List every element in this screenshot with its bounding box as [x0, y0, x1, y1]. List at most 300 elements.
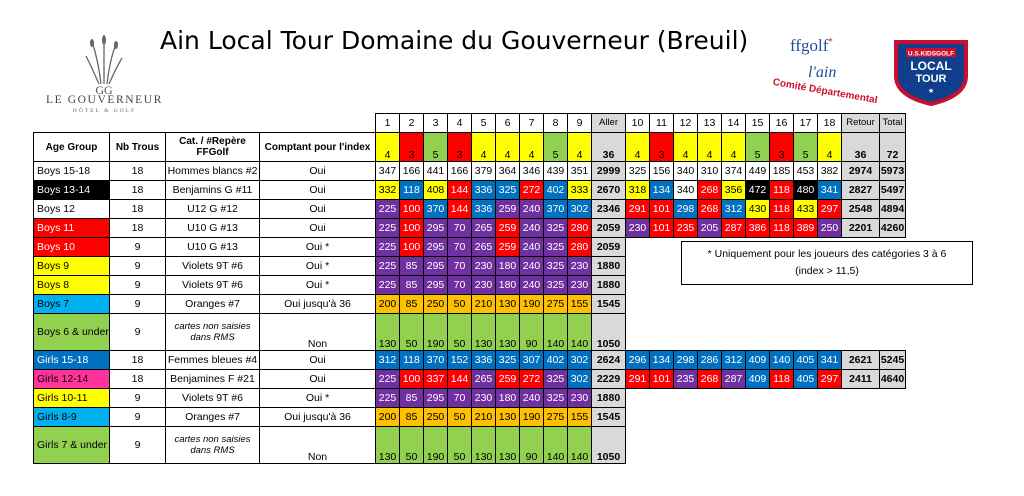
- yardage-cell: 130: [496, 408, 520, 427]
- total-cell: 5497: [880, 181, 906, 200]
- aller-cell: 2059: [592, 219, 626, 238]
- yardage-cell: 156: [650, 162, 674, 181]
- comptant-cell: Oui jusqu'à 36: [260, 408, 376, 427]
- yardage-cell: 298: [674, 200, 698, 219]
- hole-number: 4: [448, 114, 472, 133]
- yardage-cell: 100: [400, 238, 424, 257]
- scorecard-table: [33, 113, 906, 464]
- yardage-cell: 225: [376, 200, 400, 219]
- yardage-cell: 325: [496, 181, 520, 200]
- yardage-cell: 449: [746, 162, 770, 181]
- total-cell: 5245: [880, 351, 906, 370]
- yardage-cell: 298: [674, 351, 698, 370]
- comite-text: Comité Départemental: [771, 76, 879, 107]
- yardage-cell: 155: [568, 295, 592, 314]
- yardage-cell: 336: [472, 181, 496, 200]
- yardage-cell: 340: [674, 181, 698, 200]
- local-tour-logo: [886, 36, 976, 106]
- cat-header: Cat. / #Repère FFGolf: [166, 133, 260, 162]
- total-cell: 4894: [880, 200, 906, 219]
- yardage-cell: 140: [544, 427, 568, 464]
- comptant-cell: Oui *: [260, 276, 376, 295]
- yardage-cell: 259: [496, 219, 520, 238]
- yardage-cell: 235: [674, 219, 698, 238]
- cat-cell: Hommes blancs #2: [166, 162, 260, 181]
- comptant-cell: Oui: [260, 181, 376, 200]
- par-retour: 36: [842, 133, 880, 162]
- nb-trous-cell: 18: [110, 200, 166, 219]
- yardage-cell: 130: [376, 427, 400, 464]
- local-tour-shield-icon: [886, 36, 976, 106]
- yardage-cell: 70: [448, 257, 472, 276]
- yardage-cell: 275: [544, 295, 568, 314]
- yardage-cell: 166: [400, 162, 424, 181]
- hole-number: 3: [424, 114, 448, 133]
- yardage-cell: 307: [520, 351, 544, 370]
- yardage-cell: 265: [472, 370, 496, 389]
- yardage-cell: 430: [746, 200, 770, 219]
- yardage-cell: 190: [424, 314, 448, 351]
- par-cell: 5: [794, 133, 818, 162]
- yardage-cell: 409: [746, 370, 770, 389]
- yardage-cell: 295: [424, 219, 448, 238]
- yardage-cell: 265: [472, 238, 496, 257]
- nb-trous-cell: 9: [110, 257, 166, 276]
- yardage-cell: 312: [722, 351, 746, 370]
- yardage-cell: 118: [400, 181, 424, 200]
- yardage-cell: 140: [770, 351, 794, 370]
- yardage-cell: 85: [400, 276, 424, 295]
- nb-trous-cell: 18: [110, 370, 166, 389]
- yardage-cell: 225: [376, 238, 400, 257]
- yardage-cell: 230: [472, 389, 496, 408]
- note-line2: (index > 11,5): [795, 265, 859, 277]
- yardage-cell: 100: [400, 219, 424, 238]
- hole-number: 2: [400, 114, 424, 133]
- par-aller: 36: [592, 133, 626, 162]
- yardage-cell: 155: [568, 408, 592, 427]
- yardage-cell: 144: [448, 370, 472, 389]
- par-cell: 4: [472, 133, 496, 162]
- nb-trous-cell: 9: [110, 238, 166, 257]
- yardage-cell: 374: [722, 162, 746, 181]
- par-cell: 4: [520, 133, 544, 162]
- yardage-cell: 50: [400, 427, 424, 464]
- yardage-cell: 472: [746, 181, 770, 200]
- hole-number: 17: [794, 114, 818, 133]
- comptant-cell: Non: [260, 314, 376, 351]
- yardage-cell: 235: [674, 370, 698, 389]
- yardage-cell: 240: [520, 200, 544, 219]
- aller-cell: 1050: [592, 427, 626, 464]
- yardage-cell: 140: [568, 314, 592, 351]
- aller-cell: 1880: [592, 276, 626, 295]
- nb-trous-cell: 9: [110, 295, 166, 314]
- yardage-cell: 351: [568, 162, 592, 181]
- yardage-cell: 336: [472, 200, 496, 219]
- age-group-cell: Girls 15-18: [34, 351, 110, 370]
- yardage-cell: 297: [818, 370, 842, 389]
- yardage-cell: 205: [698, 219, 722, 238]
- yardage-cell: 325: [544, 257, 568, 276]
- nb-trous-cell: 9: [110, 314, 166, 351]
- yardage-cell: 405: [794, 351, 818, 370]
- cat-cell: Violets 9T #6: [166, 257, 260, 276]
- yardage-cell: 333: [568, 181, 592, 200]
- yardage-cell: 90: [520, 427, 544, 464]
- hole-number: 18: [818, 114, 842, 133]
- hole-number: 12: [674, 114, 698, 133]
- yardage-cell: 240: [520, 238, 544, 257]
- par-cell: 4: [722, 133, 746, 162]
- hole-number: 1: [376, 114, 400, 133]
- age-group-cell: Boys 10: [34, 238, 110, 257]
- par-cell: 4: [674, 133, 698, 162]
- yardage-cell: 210: [472, 295, 496, 314]
- aller-cell: 1880: [592, 257, 626, 276]
- yardage-cell: 272: [520, 370, 544, 389]
- total-header: Total: [880, 114, 906, 133]
- yardage-cell: 280: [568, 238, 592, 257]
- hole-number: 9: [568, 114, 592, 133]
- yardage-cell: 240: [520, 276, 544, 295]
- yardage-cell: 370: [424, 351, 448, 370]
- yardage-cell: 190: [520, 295, 544, 314]
- aller-cell: 1545: [592, 408, 626, 427]
- yardage-cell: 296: [626, 351, 650, 370]
- yardage-cell: 347: [376, 162, 400, 181]
- comptant-header: Comptant pour l'index: [260, 133, 376, 162]
- yardage-cell: 291: [626, 370, 650, 389]
- yardage-cell: 389: [794, 219, 818, 238]
- yardage-cell: 287: [722, 370, 746, 389]
- table-row: [34, 295, 906, 314]
- yardage-cell: 325: [544, 238, 568, 257]
- yardage-cell: 405: [794, 370, 818, 389]
- yardage-cell: 230: [472, 257, 496, 276]
- hole-number: 8: [544, 114, 568, 133]
- gouverneur-name: LE GOUVERNEUR: [46, 94, 163, 106]
- local-tour-line3: TOUR: [915, 73, 947, 85]
- comptant-cell: Oui: [260, 162, 376, 181]
- aller-cell: 1545: [592, 295, 626, 314]
- age-group-cell: Girls 10-11: [34, 389, 110, 408]
- blank-cell: [626, 314, 906, 351]
- blank-cell: [626, 427, 906, 464]
- retour-cell: 2621: [842, 351, 880, 370]
- yardage-cell: 225: [376, 389, 400, 408]
- nb-trous-cell: 18: [110, 162, 166, 181]
- yardage-cell: 332: [376, 181, 400, 200]
- hole-number: 16: [770, 114, 794, 133]
- cat-cell: Benjamins G #11: [166, 181, 260, 200]
- par-total: 72: [880, 133, 906, 162]
- hole-number: 14: [722, 114, 746, 133]
- par-cell: 5: [424, 133, 448, 162]
- yardage-cell: 130: [472, 427, 496, 464]
- yardage-cell: 250: [818, 219, 842, 238]
- yardage-cell: 439: [544, 162, 568, 181]
- age-group-cell: Boys 11: [34, 219, 110, 238]
- aller-cell: 1050: [592, 314, 626, 351]
- yardage-cell: 291: [626, 200, 650, 219]
- yardage-cell: 325: [496, 351, 520, 370]
- nb-trous-header: Nb Trous: [110, 133, 166, 162]
- age-group-cell: Boys 12: [34, 200, 110, 219]
- yardage-cell: 190: [424, 427, 448, 464]
- yardage-cell: 287: [722, 219, 746, 238]
- nb-trous-cell: 18: [110, 181, 166, 200]
- age-group-cell: Boys 13-14: [34, 181, 110, 200]
- par-cell: 3: [650, 133, 674, 162]
- yardage-cell: 433: [794, 200, 818, 219]
- total-cell: 4640: [880, 370, 906, 389]
- yardage-cell: 382: [818, 162, 842, 181]
- yardage-cell: 325: [544, 389, 568, 408]
- yardage-cell: 90: [520, 314, 544, 351]
- blank-cell: [626, 389, 906, 408]
- yardage-cell: 370: [424, 200, 448, 219]
- yardage-cell: 408: [424, 181, 448, 200]
- aller-cell: 2670: [592, 181, 626, 200]
- retour-header: Retour: [842, 114, 880, 133]
- par-cell: 4: [818, 133, 842, 162]
- yardage-cell: 134: [650, 181, 674, 200]
- age-group-cell: Girls 8-9: [34, 408, 110, 427]
- blank-cell: [626, 295, 906, 314]
- yardage-cell: 70: [448, 276, 472, 295]
- nb-trous-cell: 9: [110, 427, 166, 464]
- table-row: [34, 389, 906, 408]
- cat-cell: cartes non saisies dans RMS: [166, 314, 260, 351]
- yardage-cell: 310: [698, 162, 722, 181]
- comptant-cell: Oui *: [260, 389, 376, 408]
- yardage-cell: 364: [496, 162, 520, 181]
- yardage-cell: 480: [794, 181, 818, 200]
- yardage-cell: 225: [376, 219, 400, 238]
- yardage-cell: 130: [472, 314, 496, 351]
- par-cell: 3: [400, 133, 424, 162]
- yardage-cell: 280: [568, 219, 592, 238]
- nb-trous-cell: 9: [110, 408, 166, 427]
- yardage-cell: 318: [626, 181, 650, 200]
- hole-number: 7: [520, 114, 544, 133]
- yardage-cell: 130: [496, 295, 520, 314]
- age-group-cell: Boys 8: [34, 276, 110, 295]
- age-group-header: Age Group: [34, 133, 110, 162]
- nb-trous-cell: 9: [110, 389, 166, 408]
- age-group-cell: Boys 9: [34, 257, 110, 276]
- comptant-cell: Non: [260, 427, 376, 464]
- yardage-cell: 225: [376, 257, 400, 276]
- hole-number: 5: [472, 114, 496, 133]
- yardage-cell: 100: [400, 200, 424, 219]
- gouverneur-sub: HÔTEL & GOLF: [72, 108, 137, 114]
- comptant-cell: Oui: [260, 219, 376, 238]
- table-row: [34, 408, 906, 427]
- nb-trous-cell: 18: [110, 351, 166, 370]
- ffgolf-text: ffgolf: [790, 36, 829, 55]
- yardage-cell: 101: [650, 200, 674, 219]
- par-cell: 4: [496, 133, 520, 162]
- table-row: [34, 181, 906, 200]
- par-cell: 4: [626, 133, 650, 162]
- yardage-cell: 185: [770, 162, 794, 181]
- yardage-cell: 295: [424, 276, 448, 295]
- yardage-cell: 250: [424, 295, 448, 314]
- yardage-cell: 166: [448, 162, 472, 181]
- table-row: [34, 200, 906, 219]
- yardage-cell: 341: [818, 351, 842, 370]
- yardage-cell: 85: [400, 257, 424, 276]
- table-row: [34, 370, 906, 389]
- nb-trous-cell: 18: [110, 219, 166, 238]
- retour-cell: 2827: [842, 181, 880, 200]
- aller-header: Aller: [592, 114, 626, 133]
- yardage-cell: 265: [472, 219, 496, 238]
- nb-trous-cell: 9: [110, 276, 166, 295]
- age-group-cell: Boys 6 & under: [34, 314, 110, 351]
- par-cell: 3: [448, 133, 472, 162]
- total-cell: 5973: [880, 162, 906, 181]
- yardage-cell: 180: [496, 276, 520, 295]
- yardage-cell: 130: [496, 314, 520, 351]
- yardage-cell: 346: [520, 162, 544, 181]
- ain-text: l'ain: [808, 64, 837, 81]
- yardage-cell: 259: [496, 238, 520, 257]
- cat-cell: U10 G #13: [166, 219, 260, 238]
- yardage-cell: 70: [448, 389, 472, 408]
- yardage-cell: 325: [544, 276, 568, 295]
- ffgolf-logo: ffgolf* l'ain Comité Départemental: [771, 36, 879, 107]
- yardage-cell: 240: [520, 257, 544, 276]
- hole-number: 6: [496, 114, 520, 133]
- table-row: [34, 314, 906, 351]
- yardage-cell: 118: [770, 181, 794, 200]
- cat-cell: Violets 9T #6: [166, 389, 260, 408]
- par-cell: 4: [568, 133, 592, 162]
- par-cell: 5: [746, 133, 770, 162]
- age-group-cell: Boys 15-18: [34, 162, 110, 181]
- hole-number: 10: [626, 114, 650, 133]
- yardage-cell: 225: [376, 370, 400, 389]
- yardage-cell: 140: [544, 314, 568, 351]
- yardage-cell: 70: [448, 238, 472, 257]
- yardage-cell: 312: [376, 351, 400, 370]
- yardage-cell: 85: [400, 408, 424, 427]
- yardage-cell: 130: [376, 314, 400, 351]
- age-group-cell: Girls 12-14: [34, 370, 110, 389]
- cat-cell: Oranges #7: [166, 295, 260, 314]
- total-cell: 4260: [880, 219, 906, 238]
- yardage-cell: 118: [770, 370, 794, 389]
- yardage-cell: 302: [568, 200, 592, 219]
- yardage-cell: 118: [770, 200, 794, 219]
- yardage-cell: 325: [544, 219, 568, 238]
- local-tour-line2: LOCAL: [910, 59, 952, 73]
- yardage-cell: 100: [400, 370, 424, 389]
- yardage-cell: 200: [376, 295, 400, 314]
- yardage-cell: 85: [400, 389, 424, 408]
- yardage-cell: 340: [674, 162, 698, 181]
- blank-header: [34, 114, 376, 133]
- yardage-cell: 230: [568, 276, 592, 295]
- par-cell: 4: [376, 133, 400, 162]
- retour-cell: 2201: [842, 219, 880, 238]
- comptant-cell: Oui jusqu'à 36: [260, 295, 376, 314]
- par-cell: 3: [770, 133, 794, 162]
- yardage-cell: 85: [400, 295, 424, 314]
- yardage-cell: 386: [746, 219, 770, 238]
- yardage-cell: 225: [376, 276, 400, 295]
- yardage-cell: 180: [496, 257, 520, 276]
- yardage-cell: 230: [626, 219, 650, 238]
- age-group-cell: Girls 7 & under: [34, 427, 110, 464]
- yardage-cell: 312: [722, 200, 746, 219]
- cat-cell: Benjamines F #21: [166, 370, 260, 389]
- header-row: [34, 133, 906, 162]
- yardage-cell: 302: [568, 370, 592, 389]
- yardage-cell: 101: [650, 219, 674, 238]
- yardage-cell: 50: [400, 314, 424, 351]
- cat-cell: cartes non saisies dans RMS: [166, 427, 260, 464]
- aller-cell: 2229: [592, 370, 626, 389]
- yardage-cell: 402: [544, 181, 568, 200]
- yardage-cell: 295: [424, 238, 448, 257]
- yardage-cell: 180: [496, 389, 520, 408]
- yardage-cell: 190: [520, 408, 544, 427]
- hole-number: 15: [746, 114, 770, 133]
- yardage-cell: 240: [520, 389, 544, 408]
- table-row: [34, 219, 906, 238]
- yardage-cell: 402: [544, 351, 568, 370]
- yardage-cell: 337: [424, 370, 448, 389]
- gouverneur-logo: [42, 34, 172, 120]
- hole-number: 11: [650, 114, 674, 133]
- yardage-cell: 295: [424, 257, 448, 276]
- aller-cell: 2624: [592, 351, 626, 370]
- par-cell: 5: [544, 133, 568, 162]
- yardage-cell: 50: [448, 408, 472, 427]
- yardage-cell: 50: [448, 314, 472, 351]
- comptant-cell: Oui *: [260, 238, 376, 257]
- yardage-cell: 50: [448, 427, 472, 464]
- yardage-cell: 118: [770, 219, 794, 238]
- local-tour-line1: U.S.KIDSGOLF: [907, 50, 955, 58]
- comptant-cell: Oui: [260, 200, 376, 219]
- comptant-cell: Oui: [260, 370, 376, 389]
- svg-text:★: ★: [927, 87, 935, 95]
- table-row: [34, 162, 906, 181]
- yardage-cell: 441: [424, 162, 448, 181]
- yardage-cell: 210: [472, 408, 496, 427]
- reed-icon: [42, 34, 167, 96]
- yardage-cell: 268: [698, 200, 722, 219]
- aller-cell: 2999: [592, 162, 626, 181]
- yardage-cell: 275: [544, 408, 568, 427]
- yardage-cell: 259: [496, 370, 520, 389]
- note-line1: * Uniquement pour les joueurs des catégories 3 à 6: [707, 248, 947, 260]
- yardage-cell: 295: [424, 389, 448, 408]
- hole-number: 13: [698, 114, 722, 133]
- cat-cell: Oranges #7: [166, 408, 260, 427]
- yardage-cell: 118: [400, 351, 424, 370]
- aller-cell: 2059: [592, 238, 626, 257]
- yardage-cell: 259: [496, 200, 520, 219]
- yardage-cell: 250: [424, 408, 448, 427]
- comptant-cell: Oui *: [260, 257, 376, 276]
- yardage-cell: 101: [650, 370, 674, 389]
